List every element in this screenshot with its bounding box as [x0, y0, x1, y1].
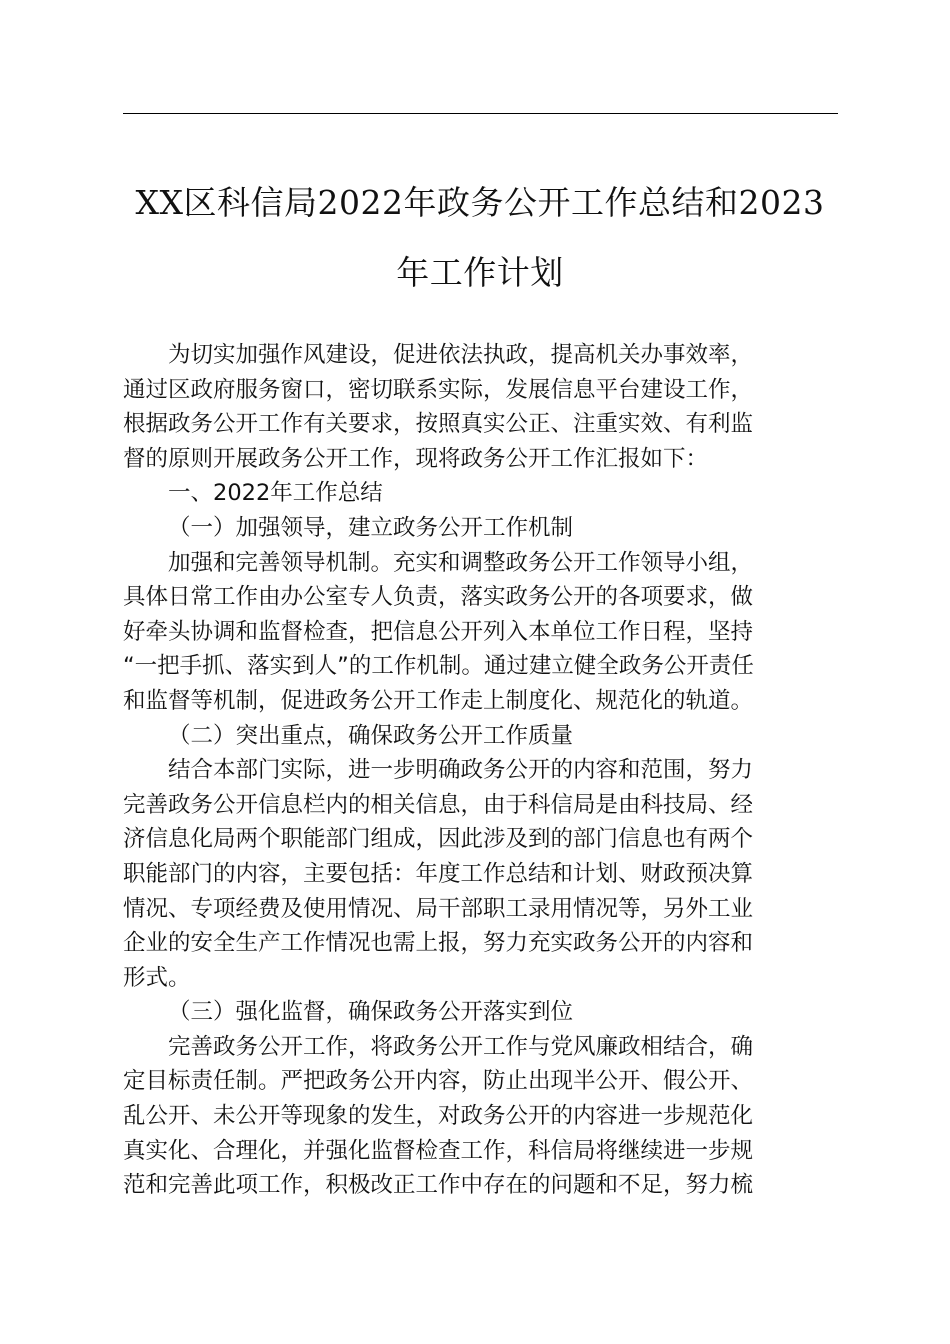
text-line: 职能部门的内容，主要包括：年度工作总结和计划、财政预决算	[123, 860, 754, 887]
text-line: 定目标责任制。严把政务公开内容，防止出现半公开、假公开、	[123, 1068, 754, 1095]
text-line: “一把手抓、落实到人”的工作机制。通过建立健全政务公开责任	[123, 653, 754, 680]
text-line: 具体日常工作由办公室专人负责，落实政务公开的各项要求，做	[123, 584, 754, 611]
text-line: 加强和完善领导机制。充实和调整政务公开工作领导小组，	[168, 549, 754, 576]
text-line: 和监督等机制，促进政务公开工作走上制度化、规范化的轨道。	[123, 687, 754, 714]
text-line: 根据政务公开工作有关要求，按照真实公正、注重实效、有利监	[123, 411, 754, 438]
subsection-heading-2: （二）突出重点，确保政务公开工作质量	[168, 722, 574, 749]
text-line: 企业的安全生产工作情况也需上报，努力充实政务公开的内容和	[123, 930, 754, 957]
text-line: 完善政务公开信息栏内的相关信息，由于科信局是由科技局、经	[123, 791, 754, 818]
text-line: 结合本部门实际，进一步明确政务公开的内容和范围，努力	[168, 757, 754, 784]
header-rule	[123, 113, 838, 114]
text-line: 通过区政府服务窗口，密切联系实际，发展信息平台建设工作，	[123, 376, 754, 403]
subsection-2-paragraph	[123, 753, 838, 995]
document-body	[123, 338, 838, 1203]
subsection-heading-1: （一）加强领导，建立政务公开工作机制	[168, 514, 574, 541]
text-line: 好牵头协调和监督检查，把信息公开列入本单位工作日程，坚持	[123, 618, 754, 645]
text-line: 真实化、合理化，并强化监督检查工作，科信局将继续进一步规	[123, 1137, 754, 1164]
subsection-1-paragraph	[123, 546, 838, 719]
document-title	[110, 168, 850, 308]
text-line: 济信息化局两个职能部门组成，因此涉及到的部门信息也有两个	[123, 826, 754, 853]
subsection-heading-3: （三）强化监督，确保政务公开落实到位	[168, 999, 574, 1026]
text-line: 范和完善此项工作，积极改正工作中存在的问题和不足，努力梳	[123, 1172, 754, 1199]
intro-paragraph	[123, 338, 838, 476]
text-line: 情况、专项经费及使用情况、局干部职工录用情况等，另外工业	[123, 895, 754, 922]
text-line: 形式。	[123, 964, 191, 991]
text-line: 完善政务公开工作，将政务公开工作与党风廉政相结合，确	[168, 1033, 754, 1060]
section-heading-1: 一、2022年工作总结	[168, 480, 383, 507]
title-line-1: XX区科信局2022年政务公开工作总结和2023	[135, 183, 825, 222]
title-line-2: 年工作计划	[396, 253, 564, 292]
text-line: 为切实加强作风建设，促进依法执政，提高机关办事效率，	[168, 342, 754, 368]
text-line: 督的原则开展政务公开工作，现将政务公开工作汇报如下：	[123, 445, 709, 472]
subsection-3-paragraph	[123, 1030, 838, 1203]
text-line: 乱公开、未公开等现象的发生，对政务公开的内容进一步规范化	[123, 1103, 754, 1130]
